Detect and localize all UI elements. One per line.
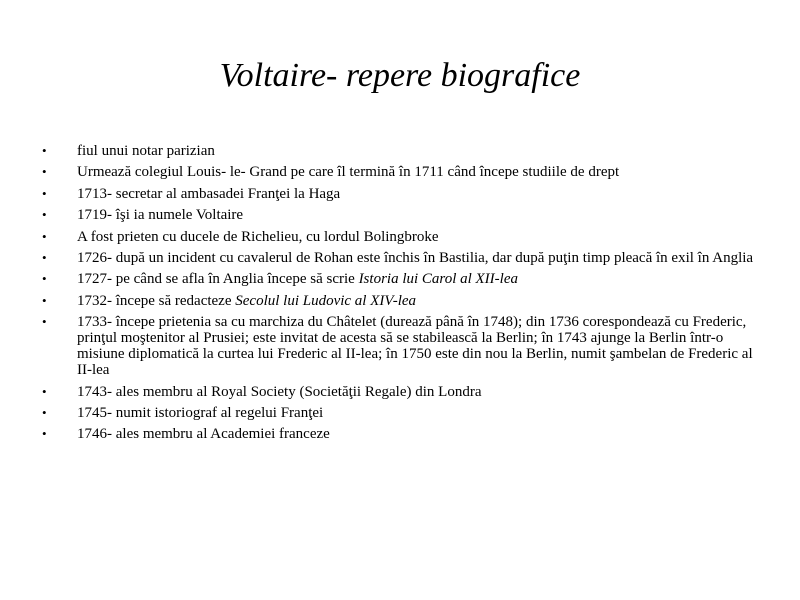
bullet-icon: •	[42, 404, 47, 420]
list-item-text: 1726- după un incident cu cavalerul de Rohan este închis în Bastilia, dar după puţin timp pleacă în exil în Anglia	[77, 249, 754, 266]
list-item	[40, 314, 760, 378]
list-item	[40, 405, 760, 421]
bullet-icon: •	[42, 314, 47, 330]
bullet-icon: •	[42, 271, 47, 287]
list-item-work-title: Istoria lui Carol al XII-lea	[358, 271, 518, 288]
list-item-text: 1746- ales membru al Academiei franceze	[77, 426, 330, 443]
list-item	[40, 186, 760, 202]
bullet-icon: •	[42, 185, 47, 201]
list-item-text: 1745- numit istoriograf al regelui Franţei	[77, 404, 324, 421]
list-item-text: 1727- pe când se afla în Anglia începe să scrie	[77, 271, 359, 288]
bullet-icon: •	[42, 249, 47, 265]
bullet-icon: •	[42, 426, 47, 442]
list-item-text: fiul unui notar parizian	[77, 143, 215, 159]
list-item-text: A fost prieten cu ducele de Richelieu, cu lordul Bolingbroke	[77, 228, 439, 245]
list-item	[40, 229, 760, 245]
list-item-text: 1719- îşi ia numele Voltaire	[77, 207, 244, 224]
list-item	[40, 164, 760, 180]
list-item	[40, 207, 760, 223]
list-item-text: 1743- ales membru al Royal Society (Societăţii Regale) din Londra	[77, 383, 482, 400]
list-item-text: 1713- secretar al ambasadei Franţei la Haga	[77, 185, 341, 202]
list-item-text: Urmează colegiul Louis- le- Grand pe care îl termină în 1711 când începe studiile de drept	[77, 164, 620, 181]
list-item-text: 1732- începe să redacteze	[77, 292, 236, 309]
list-item	[40, 143, 760, 159]
list-item-text: 1733- începe prietenia sa cu marchiza du Châtelet (durează până în 1748); din 1736 corespondează cu Frederic, prinţul moştenitor al Prusiei; este invitat de acesta să se stabilească la Berlin; în 1743 ajunge la Berlin într-o misiune diplomatică la curtea lui Frederic al II-lea; în 1750 este din nou la Berlin, numit şambelan de Frederic al II-lea	[77, 314, 753, 379]
bullet-icon: •	[42, 207, 47, 223]
list-item-work-title: Secolul lui Ludovic al XIV-lea	[235, 292, 417, 309]
bullet-icon: •	[42, 228, 47, 244]
list-item	[40, 293, 760, 309]
list-item	[40, 384, 760, 400]
bullet-icon: •	[42, 164, 47, 180]
bullet-icon: •	[42, 143, 47, 158]
list-item	[40, 426, 760, 442]
list-item	[40, 250, 760, 266]
bullet-icon: •	[42, 292, 47, 308]
list-item	[40, 271, 760, 287]
bullet-list	[40, 143, 760, 448]
bullet-icon: •	[42, 383, 47, 399]
slide-title: Voltaire- repere biografice	[219, 57, 581, 94]
